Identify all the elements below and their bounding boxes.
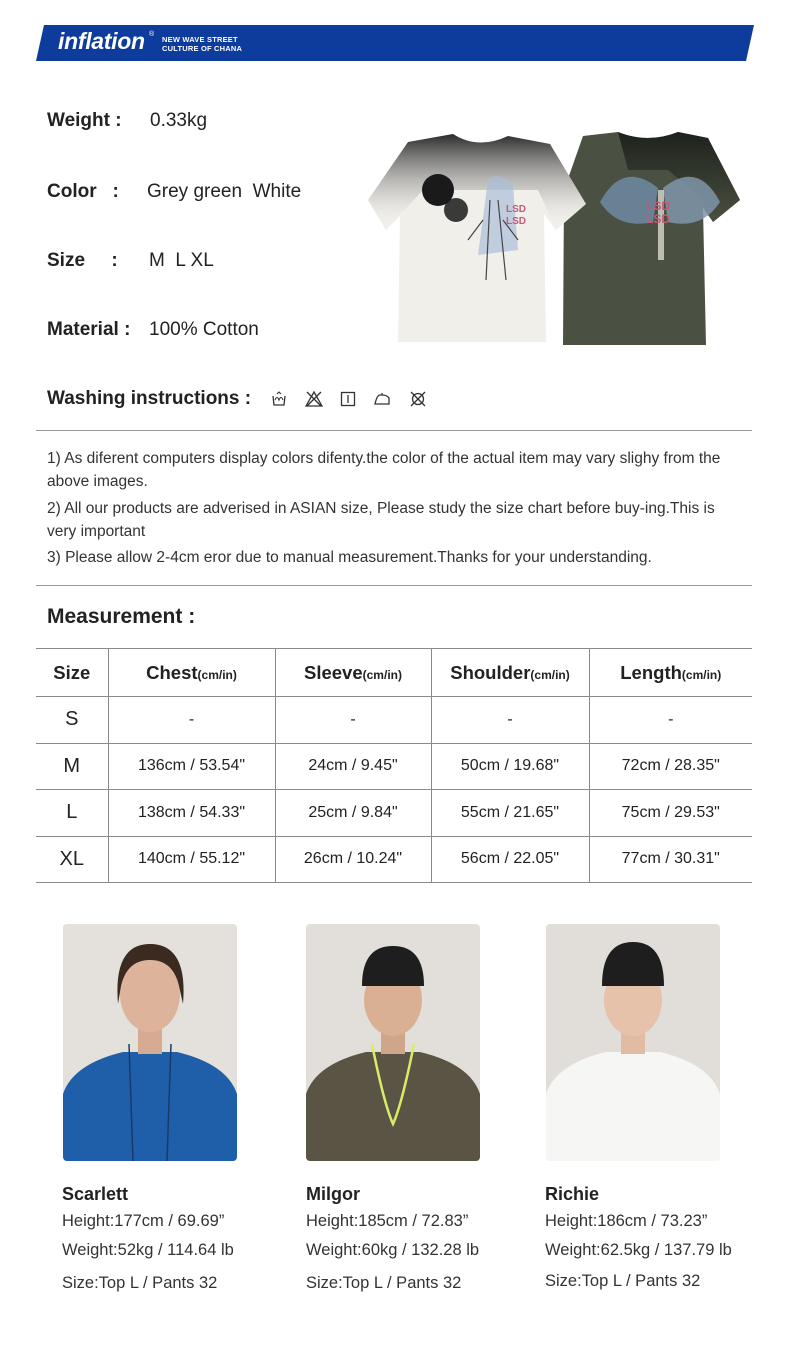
- table-row: [36, 743, 752, 790]
- cell-sleeve: 25cm / 9.84": [275, 790, 431, 837]
- cell-shoulder: 50cm / 19.68": [431, 743, 589, 790]
- note-1: 1) As diferent computers display colors difenty.the color of the actual item may vary slighy from the above images.: [47, 450, 721, 490]
- model-size-richie: Size:Top L / Pants 32: [545, 1272, 701, 1290]
- spec-size-label: Size :: [47, 250, 118, 271]
- model-weight-milgor: Weight:60kg / 132.28 lb: [306, 1241, 480, 1259]
- model-height-scarlett: Height:177cm / 69.69”: [62, 1212, 225, 1230]
- brand-registered-mark: ®: [149, 31, 155, 38]
- table-header-row: [36, 649, 752, 697]
- cell-length: -: [589, 697, 752, 744]
- note-2: 2) All our products are adverised in ASIAN size, Please study the size chart before buy-ing.This is very important: [47, 500, 715, 540]
- measurement-title: Measurement :: [47, 605, 196, 628]
- size-chart-table: [36, 648, 752, 883]
- spec-material-label: Material :: [47, 319, 131, 340]
- brand-logo: inflation: [58, 28, 145, 54]
- spec-size-value: M L XL: [149, 250, 214, 271]
- model-weight-richie: Weight:62.5kg / 137.79 lb: [545, 1241, 732, 1259]
- divider-top: [36, 430, 752, 431]
- product-image-tshirts: [368, 130, 740, 350]
- washing-instructions-label: Washing instructions :: [47, 388, 252, 409]
- iron-icon: [373, 391, 391, 407]
- spec-weight-label: Weight :: [47, 110, 122, 131]
- spec-material-value: 100% Cotton: [149, 319, 259, 340]
- brand-tagline: [162, 35, 242, 53]
- cell-length: 75cm / 29.53": [589, 790, 752, 837]
- spec-size: [47, 250, 214, 272]
- model-name-scarlett: Scarlett: [62, 1184, 129, 1204]
- cell-chest: 136cm / 53.54": [108, 743, 275, 790]
- cell-sleeve: 26cm / 10.24": [275, 836, 431, 883]
- tumble-dry-icon: [340, 391, 356, 407]
- cell-length: 72cm / 28.35": [589, 743, 752, 790]
- tagline-line-1: NEW WAVE STREET: [162, 35, 238, 44]
- spec-weight: [47, 110, 208, 132]
- spec-color-label: Color :: [47, 181, 119, 202]
- model-photo-milgor: [306, 924, 480, 1161]
- table-row: [36, 790, 752, 837]
- svg-text:LSD: LSD: [506, 216, 526, 227]
- cell-sleeve: -: [275, 697, 431, 744]
- header-sleeve: Sleeve(cm/in): [275, 649, 431, 697]
- no-dry-clean-icon: [410, 391, 426, 407]
- cell-length: 77cm / 30.31": [589, 836, 752, 883]
- model-photo-richie: [546, 924, 720, 1161]
- svg-text:LSD: LSD: [646, 212, 670, 226]
- spec-material: [47, 319, 259, 341]
- model-name-richie: Richie: [545, 1184, 600, 1204]
- model-name-milgor: Milgor: [306, 1184, 360, 1204]
- row-size: S: [36, 697, 108, 744]
- header-banner: [36, 25, 754, 61]
- header-length: Length(cm/in): [589, 649, 752, 697]
- cell-chest: 138cm / 54.33": [108, 790, 275, 837]
- spec-color-value: Grey green White: [147, 181, 302, 202]
- no-bleach-icon: [305, 391, 323, 407]
- cell-chest: -: [108, 697, 275, 744]
- row-size: M: [36, 743, 108, 790]
- row-size: L: [36, 790, 108, 837]
- table-row: [36, 697, 752, 744]
- model-weight-scarlett: Weight:52kg / 114.64 lb: [62, 1241, 234, 1259]
- cell-chest: 140cm / 55.12": [108, 836, 275, 883]
- spec-color: [47, 181, 302, 203]
- note-3: 3) Please allow 2-4cm eror due to manual measurement.Thanks for your understanding.: [47, 549, 652, 566]
- header-shoulder: Shoulder(cm/in): [431, 649, 589, 697]
- model-height-richie: Height:186cm / 73.23”: [545, 1212, 708, 1230]
- svg-text:LSD: LSD: [646, 199, 670, 213]
- cell-shoulder: 56cm / 22.05": [431, 836, 589, 883]
- model-photo-scarlett: [63, 924, 237, 1161]
- cell-sleeve: 24cm / 9.45": [275, 743, 431, 790]
- model-size-scarlett: Size:Top L / Pants 32: [62, 1274, 218, 1292]
- svg-text:LSD: LSD: [506, 204, 526, 215]
- header-size: Size: [36, 649, 108, 697]
- model-height-milgor: Height:185cm / 72.83”: [306, 1212, 469, 1230]
- cell-shoulder: 55cm / 21.65": [431, 790, 589, 837]
- row-size: XL: [36, 836, 108, 883]
- table-row: [36, 836, 752, 883]
- spec-weight-value: 0.33kg: [150, 110, 208, 131]
- cell-shoulder: -: [431, 697, 589, 744]
- header-chest: Chest(cm/in): [108, 649, 275, 697]
- tagline-line-2: CULTURE OF CHANA: [162, 44, 243, 53]
- hand-wash-icon: [271, 391, 287, 407]
- divider-bottom: [36, 585, 752, 586]
- model-size-milgor: Size:Top L / Pants 32: [306, 1274, 462, 1292]
